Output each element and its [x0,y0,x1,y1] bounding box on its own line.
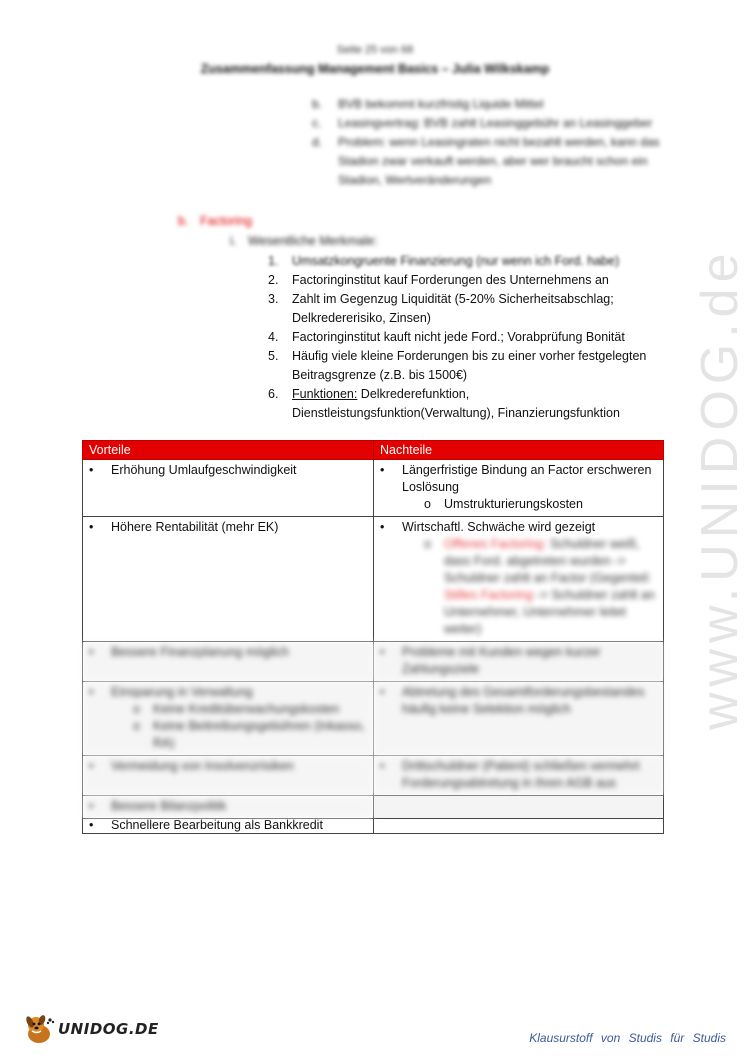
table-row [83,642,664,682]
table-cell [83,819,374,834]
list-number: 3. [268,292,279,306]
table-cell [83,517,374,642]
page-number: Seite 25 von 68 [336,44,414,56]
cell-text: Vermeidung von Insolvenzrisiken [111,759,294,773]
list-marker: b. [312,97,323,111]
list-item [268,347,668,385]
open-factoring-label: Offenes Factoring: [444,537,547,551]
bullet-icon: • [89,818,94,832]
list-item-text: Factoringinstitut kauf Forderungen des Unternehmens an [292,273,609,287]
list-item-text [292,385,668,423]
list-item-text: Problem: wenn Leasingraten nicht bezahlt werden, kann das Stadion zwar verkauft werden, aber wer braucht schon ein Stadion, Wertveränderungen [338,135,660,187]
table-cell [374,796,664,819]
bullet-icon: • [89,759,94,773]
list-item-text: BVB bekommt kurzfristig Liquide Mittel [338,97,544,111]
top-sublist [312,95,672,190]
sub-bullet-icon: o [424,537,431,551]
bullet-icon: • [89,463,94,477]
features-heading [230,234,378,248]
bullet-icon: • [380,759,385,773]
bullet-icon: • [89,520,94,534]
pros-cons-table [82,440,664,834]
features-list [268,252,668,423]
cell-text: Bessere Bilanzpolitik [111,799,227,813]
list-item [268,252,668,271]
sub-bullet-icon: o [133,719,140,733]
cell-text: Bessere Finanzplanung möglich [111,645,289,659]
features-title: Wesentliche Merkmale: [248,234,378,248]
list-item-text: Factoringinstitut kauft nicht jede Ford.; Vorabprüfung Bonität [292,330,625,344]
bullet-icon: • [380,520,385,534]
list-number: 5. [268,349,279,363]
sub-bullet-icon: o [424,497,431,511]
table-cell [374,819,664,834]
cell-subtext: Keine Beitreibungsgebühren (Inkasso, RA) [153,719,365,750]
table-cell [83,460,374,517]
table-cell [374,682,664,756]
cell-subtext [444,536,657,638]
list-item [312,114,672,133]
list-marker: c. [312,116,322,130]
bullet-icon: • [89,685,94,699]
list-number: 2. [268,273,279,287]
open-factoring-text: Schuldner weiß, dass Ford. abgetreten wurden -> Schuldner zahlt an Factor (Gegenteil: [444,537,652,585]
table-cell [83,796,374,819]
cell-text: Wirtschaftl. Schwäche wird gezeigt [402,520,596,534]
list-marker: d. [312,135,323,149]
table-cell [374,460,664,517]
bullet-icon: • [380,645,385,659]
bullet-icon: • [89,799,94,813]
section-marker: b. [178,214,189,228]
page-header [0,44,750,76]
table-cell [83,682,374,756]
bullet-icon: • [380,685,385,699]
table-row [83,796,664,819]
dog-mascot-icon [22,1012,56,1046]
footer-tagline: Klausurstoff von Studis für Studis [529,1031,726,1045]
silent-factoring-label: Stilles Factoring [444,588,533,602]
cell-subtext: Keine Kreditüberwachungskosten [153,702,340,716]
cell-text: Längerfristige Bindung an Factor erschweren Loslösung [402,463,652,494]
cell-text: Höhere Rentabilität (mehr EK) [111,520,279,534]
functions-label: Funktionen: [292,387,358,401]
bullet-icon: • [380,463,385,477]
cell-text: Abtretung des Gesamtforderungsbestandes häufig keine Selektion möglich [402,685,645,716]
document-title: Zusammenfassung Management Basics – Julia Wilkskamp [200,62,550,76]
functions-text: Delkrederefunktion, Dienstleistungsfunktion(Verwaltung), Finanzierungsfunktion [292,387,620,420]
cell-subtext: Umstrukturierungskosten [444,497,583,511]
silent-factoring-text: -> Schuldner zahlt an Unternehmer, Unternehmer leitet weiter) [444,588,655,636]
footer-logo[interactable] [22,1012,159,1046]
list-number: 6. [268,387,279,401]
list-item-text: Umsatzkongruente Finanzierung (nur wenn ich Ford. habe) [292,254,620,268]
cell-text: Probleme mit Kunden wegen kurzer Zahlungsziele [402,645,601,676]
table-row [83,517,664,642]
list-item [312,133,672,190]
list-item [268,271,668,290]
table-row [83,819,664,834]
list-item-text: Leasingvertrag: BVB zahlt Leasinggebühr an Leasinggeber [338,116,653,130]
list-item [312,95,672,114]
list-item [268,385,668,423]
column-header-nachteile: Nachteile [374,441,664,460]
features-marker: i. [230,234,237,248]
list-number: 1. [268,254,279,268]
watermark: www.UNIDOG.de [691,247,749,730]
column-header-vorteile: Vorteile [83,441,374,460]
section-title: Factoring [200,214,253,228]
cell-text: Erhöhung Umlaufgeschwindigkeit [111,463,297,477]
section-heading-factoring [178,214,252,228]
table-cell [374,517,664,642]
table-cell [374,642,664,682]
list-item-text: Zahlt im Gegenzug Liquidität (5-20% Sicherheitsabschlag; Delkredererisiko, Zinsen) [292,292,614,325]
list-item [268,328,668,347]
cell-text: Einsparung in Verwaltung [111,685,253,699]
table-row [83,460,664,517]
logo-text: UNIDOG.DE [58,1020,159,1038]
table-header-row [83,441,664,460]
list-item-text: Häufig viele kleine Forderungen bis zu einer vorher festgelegten Beitragsgrenze (z.B. bis 1500€) [292,349,647,382]
cell-text: Drittschuldner (Patient) schließen vermehrt Forderungsabtretung in ihren AGB aus [402,759,640,790]
table-row [83,682,664,756]
table-cell [83,756,374,796]
cell-text: Schnellere Bearbeitung als Bankkredit [111,818,323,832]
list-number: 4. [268,330,279,344]
table-cell [83,642,374,682]
bullet-icon: • [89,645,94,659]
sub-bullet-icon: o [133,702,140,716]
table-cell [374,756,664,796]
table-row [83,756,664,796]
list-item [268,290,668,328]
